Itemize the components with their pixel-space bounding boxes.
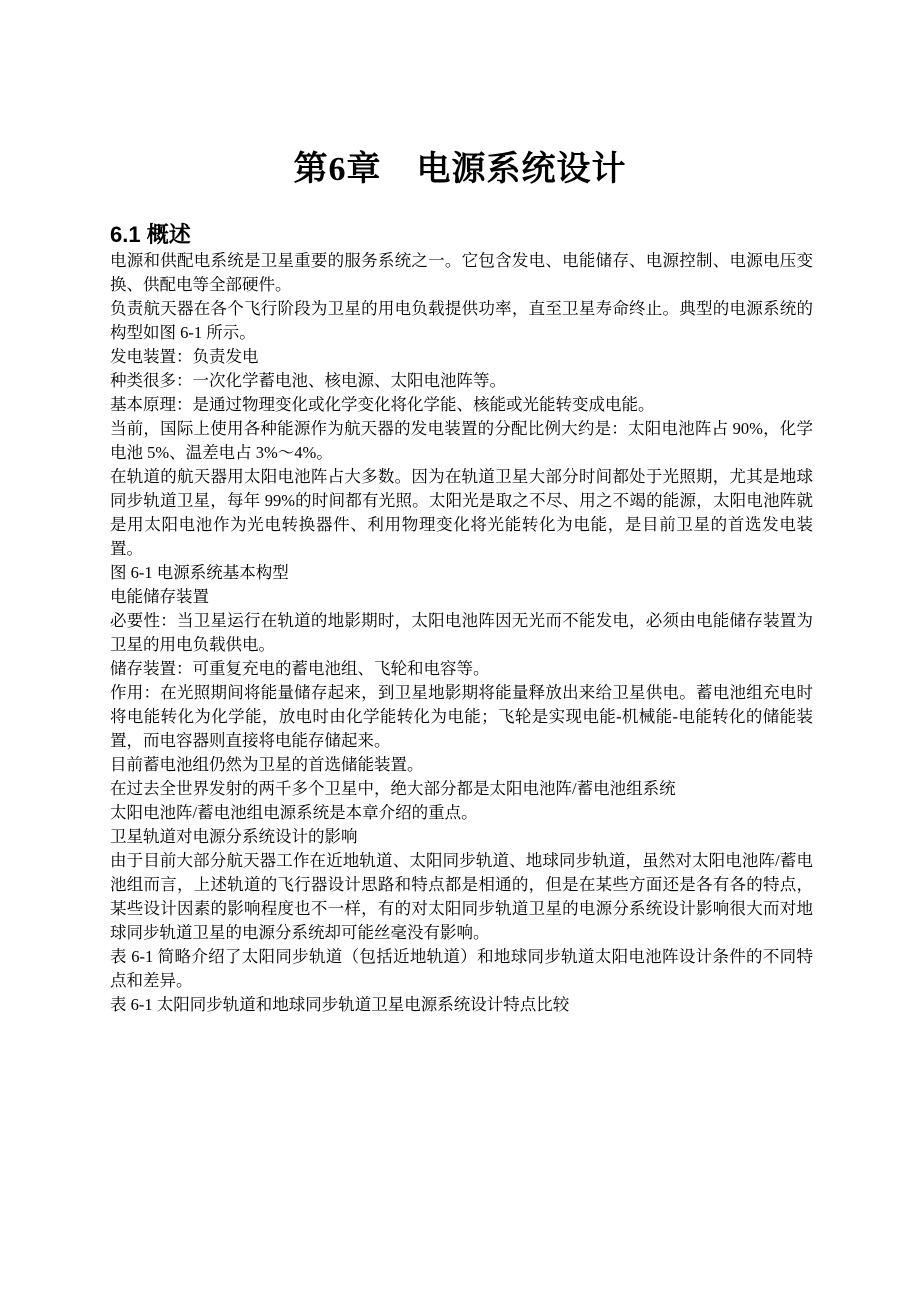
paragraph: 发电装置：负责发电	[110, 347, 259, 366]
paragraph: 负责航天器在各个飞行阶段为卫星的用电负载提供功率，直至卫星寿命终止。典型的电源系统的构型如图 6-1 所示。	[110, 299, 813, 342]
paragraph: 基本原理：是通过物理变化或化学变化将化学能、核能或光能转变成电能。	[110, 395, 655, 414]
paragraph: 当前，国际上使用各种能源作为航天器的发电装置的分配比例大约是：太阳电池阵占 90%，化学电池 5%、温差电占 3%～4%。	[110, 419, 813, 462]
paragraph: 电源和供配电系统是卫星重要的服务系统之一。它包含发电、电能储存、电源控制、电源电压变换、供配电等全部硬件。	[110, 251, 813, 294]
paragraph: 太阳电池阵/蓄电池组电源系统是本章介绍的重点。	[110, 803, 478, 822]
paragraph: 目前蓄电池组仍然为卫星的首选储能装置。	[110, 755, 424, 774]
table-6-1-caption: 表 6-1 太阳同步轨道和地球同步轨道卫星电源系统设计特点比较	[110, 995, 570, 1014]
body-text	[110, 249, 813, 1017]
paragraph: 必要性：当卫星运行在轨道的地影期时，太阳电池阵因无光而不能发电，必须由电能储存装置为卫星的用电负载供电。	[110, 611, 813, 654]
paragraph: 作用：在光照期间将能量储存起来，到卫星地影期将能量释放出来给卫星供电。蓄电池组充电时将电能转化为化学能，放电时由化学能转化为电能；飞轮是实现电能-机械能-电能转化的储能装置，而电容器则直接将电能存储起来。	[110, 683, 813, 750]
paragraph: 储存装置：可重复充电的蓄电池组、飞轮和电容等。	[110, 659, 490, 678]
paragraph: 表 6-1 简略介绍了太阳同步轨道（包括近地轨道）和地球同步轨道太阳电池阵设计条件的不同特点和差异。	[110, 947, 813, 990]
paragraph: 在轨道的航天器用太阳电池阵占大多数。因为在轨道卫星大部分时间都处于光照期，尤其是地球同步轨道卫星，每年 99%的时间都有光照。太阳光是取之不尽、用之不竭的能源，太阳电池阵就是用太阳电池作为光电转换器件、利用物理变化将光能转化为电能，是目前卫星的首选发电装置。	[110, 467, 813, 558]
paragraph: 种类很多：一次化学蓄电池、核电源、太阳电池阵等。	[110, 371, 506, 390]
figure-6-1-caption: 图 6-1 电源系统基本构型	[110, 563, 289, 582]
section-heading: 6.1 概述	[110, 222, 191, 247]
chapter-title: 第6章 电源系统设计	[293, 151, 627, 188]
paragraph: 在过去全世界发射的两千多个卫星中，绝大部分都是太阳电池阵/蓄电池组系统	[110, 779, 676, 798]
paragraph: 卫星轨道对电源分系统设计的影响	[110, 827, 358, 846]
paragraph: 电能储存装置	[110, 587, 209, 606]
paragraph: 由于目前大部分航天器工作在近地轨道、太阳同步轨道、地球同步轨道，虽然对太阳电池阵/蓄电池组而言，上述轨道的飞行器设计思路和特点都是相通的，但是在某些方面还是各有各的特点，某些设计因素的影响程度也不一样，有的对太阳同步轨道卫星的电源分系统设计影响很大而对地球同步轨道卫星的电源分系统却可能丝毫没有影响。	[110, 851, 813, 942]
